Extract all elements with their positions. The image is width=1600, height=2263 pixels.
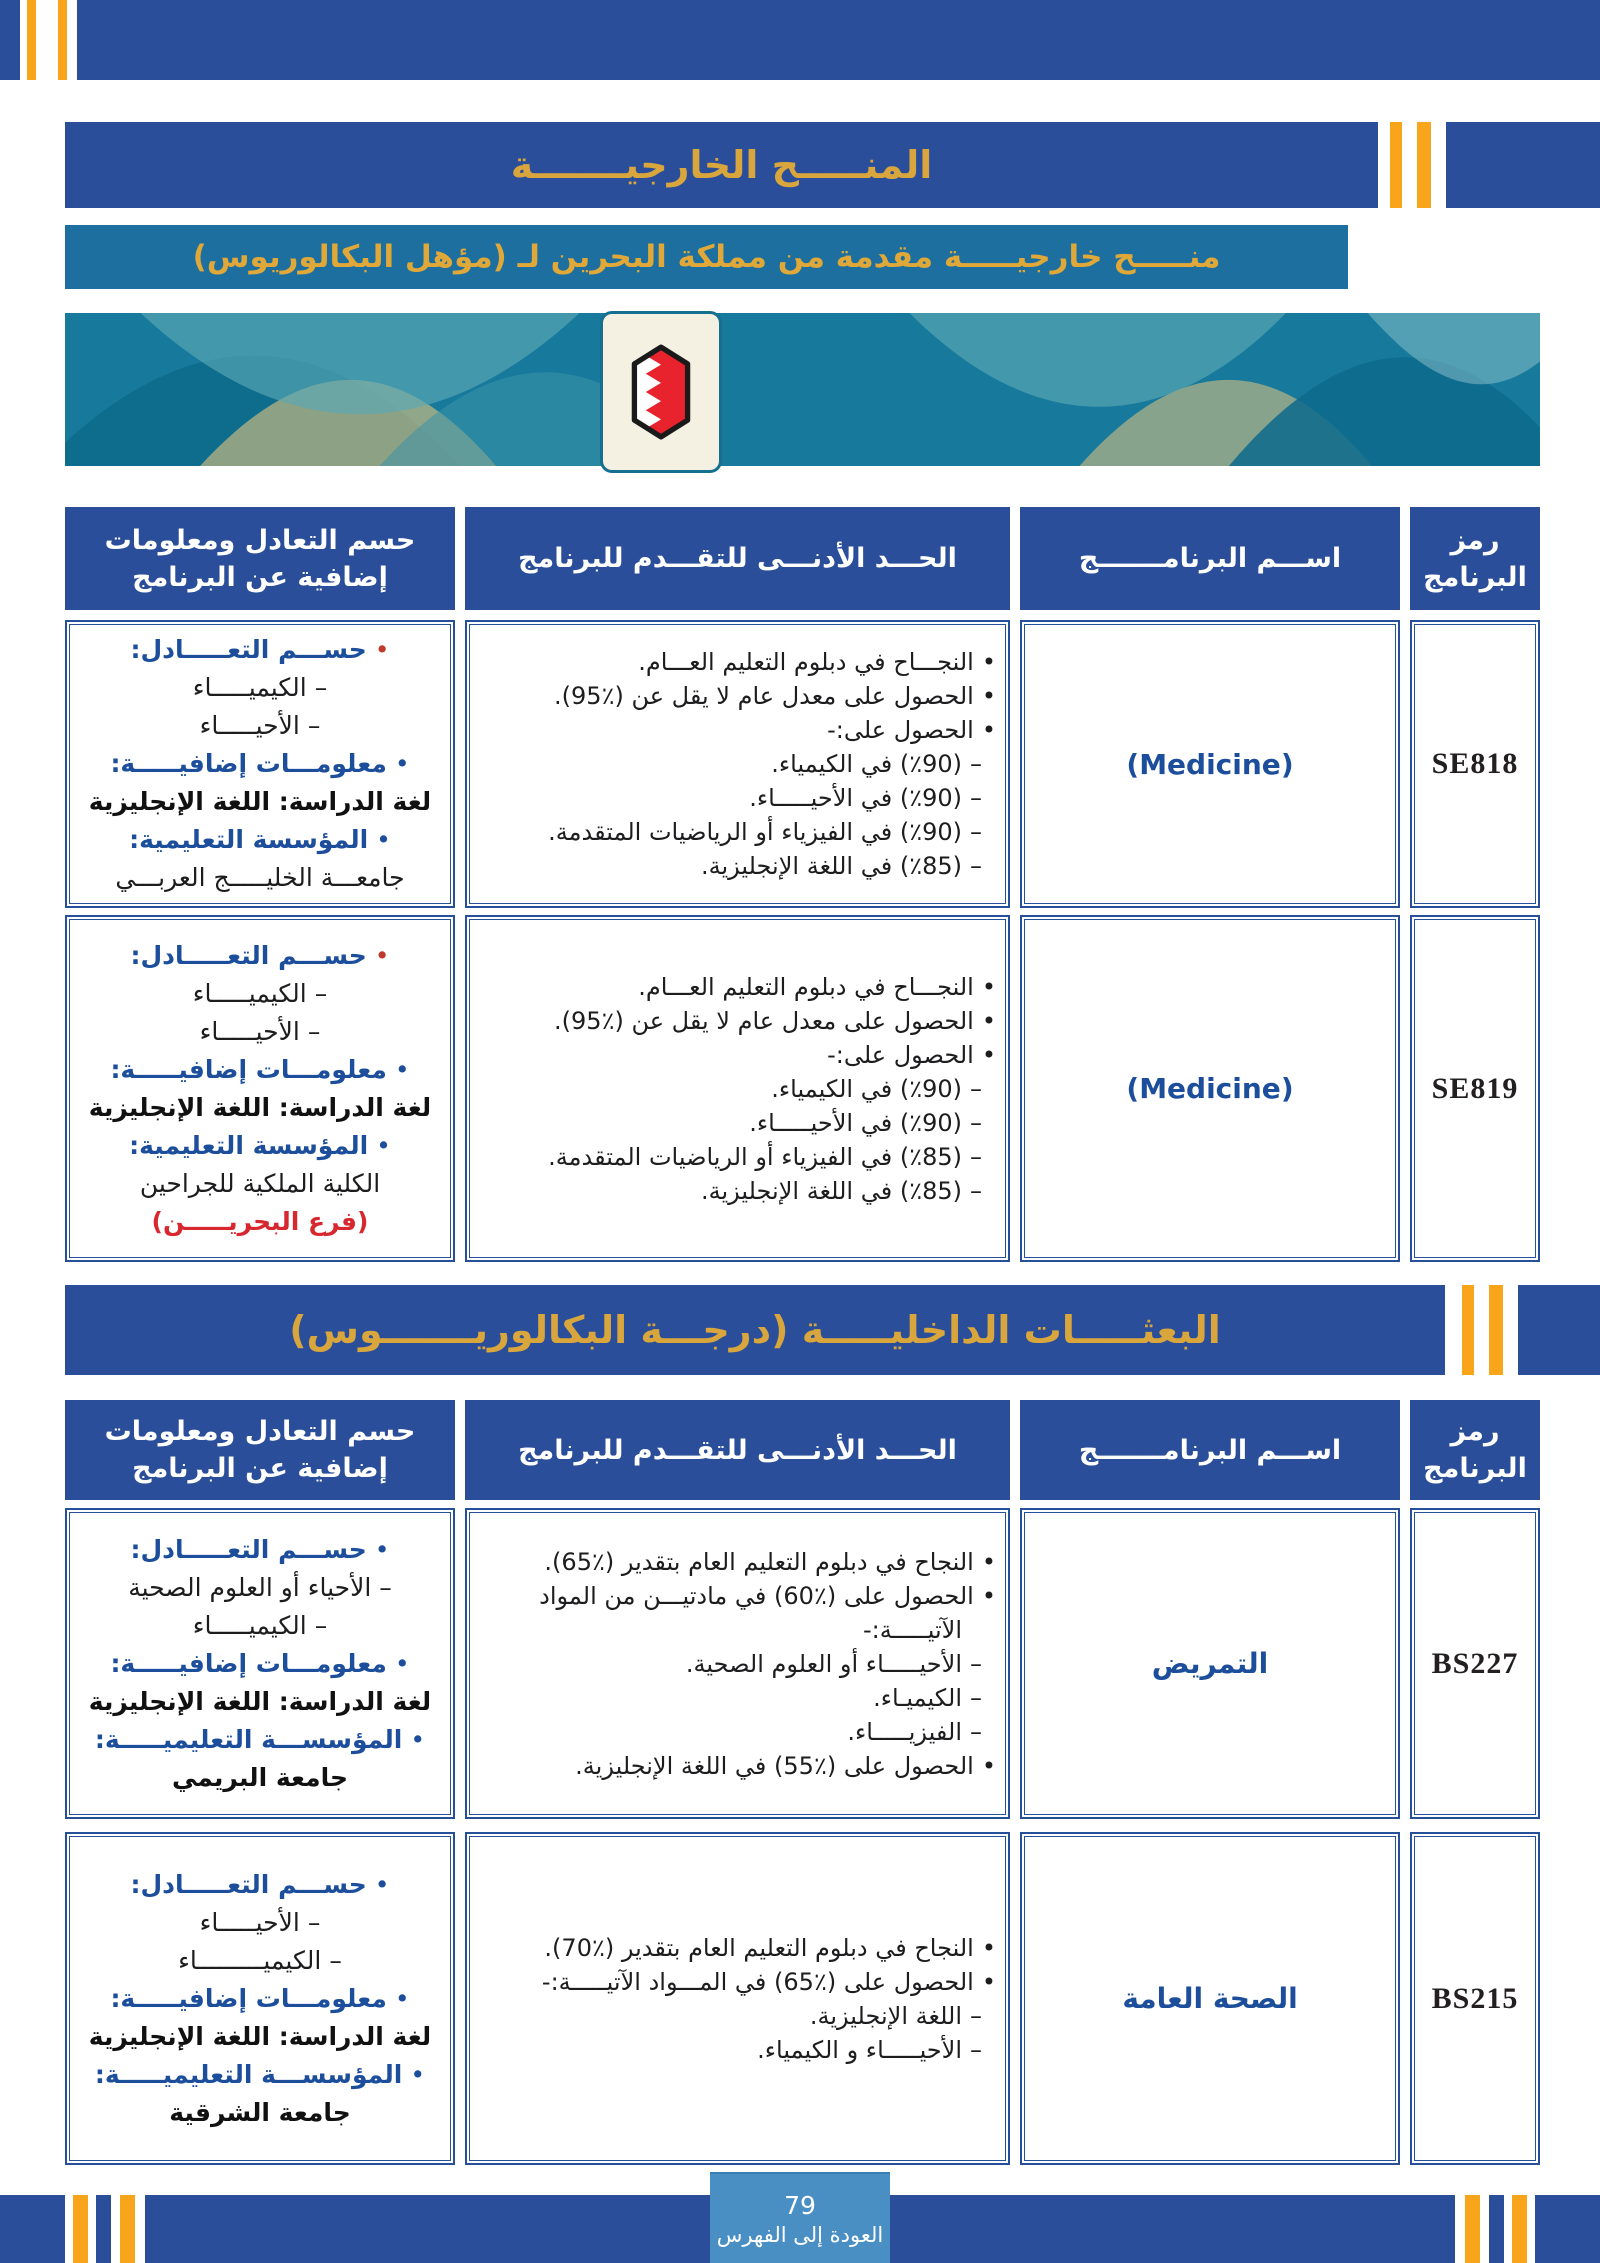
list-marker: • — [981, 1006, 996, 1035]
requirement-line: •الحصول على:- — [827, 1040, 996, 1069]
requirement-line: –اللغة الإنجليزية. — [809, 2001, 982, 2030]
info-line: •معلومـــات إضافيـــــة: — [110, 1983, 410, 2013]
program-name-cell: (Medicine) — [1020, 915, 1400, 1262]
list-marker: • — [374, 1534, 390, 1564]
program-name-cell: الصحة العامة — [1020, 1832, 1400, 2165]
accent-stripe — [58, 0, 67, 80]
list-marker: – — [970, 1683, 982, 1712]
section-bar-external-grants — [65, 122, 1378, 208]
top-band-left-block — [0, 0, 20, 80]
info-line: •المؤسسة التعليمية: — [129, 1130, 391, 1160]
requirement-line: –(٪90) في الفيزياء أو الرياضيات المتقدمة. — [548, 818, 982, 846]
requirement-line: •الحصول على (٪60) في مادتيـــن من المواد الآتيـــــة:- — [539, 1581, 996, 1644]
info-line: جامعة الشرقية — [169, 2097, 351, 2127]
accent-stripe — [1465, 2195, 1480, 2263]
program-name-cell: (Medicine) — [1020, 620, 1400, 908]
header-label: رمز البرنامج — [1423, 524, 1527, 593]
section-bar-end-block — [1446, 122, 1600, 208]
list-marker: • — [981, 1581, 996, 1610]
info-line: •حســـم التعـــــادل: — [130, 635, 390, 664]
info-line: لغة الدراسة: اللغة الإنجليزية — [88, 1686, 432, 1716]
requirement-line: –(٪85) في الفيزياء أو الرياضيات المتقدمة. — [548, 1142, 982, 1171]
requirement-line: –(٪90) في الأحيـــــاء. — [749, 1108, 982, 1137]
minimum-requirements-cell — [465, 1508, 1010, 1819]
list-marker: – — [970, 1074, 982, 1103]
header-label: رمز البرنامج — [1423, 1416, 1527, 1484]
subtitle-text: منـــــح خارجيـــــة مقدمة من مملكة البحرين لـ (مؤهل البكالوريوس) — [192, 239, 1221, 275]
info-line: جامعـــة الخليـــــج العربـــي — [115, 863, 405, 892]
list-marker: – — [307, 711, 321, 740]
list-marker: – — [329, 1945, 342, 1975]
list-marker: • — [374, 1869, 390, 1899]
accent-stripe — [120, 2195, 135, 2263]
accent-stripe — [27, 0, 36, 80]
info-line: –الأحيـــــاء — [199, 1907, 321, 1937]
subtitle-bar — [65, 225, 1348, 289]
header-label: اســـم البرنامـــــــج — [1078, 543, 1342, 574]
list-marker: • — [981, 972, 996, 1001]
decorative-banner — [65, 313, 1540, 466]
requirement-line: •النجاح في دبلوم التعليم العام بتقدير (٪65). — [544, 1547, 996, 1576]
list-marker: – — [314, 1610, 328, 1640]
list-marker: • — [981, 648, 996, 676]
list-marker: • — [410, 1724, 426, 1754]
info-line: جامعة البريمي — [171, 1762, 348, 1792]
header-minimum-requirements — [465, 507, 1010, 610]
back-to-index-label[interactable]: العودة إلى الفهرس — [716, 2222, 884, 2247]
list-marker: – — [970, 818, 982, 846]
list-marker: • — [374, 940, 390, 970]
tiebreak-info-cell — [65, 1508, 455, 1819]
list-marker: • — [981, 1933, 996, 1962]
requirement-line: •الحصول على (٪65) في المـــواد الآتيـــــة:- — [541, 1967, 996, 1996]
info-line: –الكيميـــــاء — [192, 978, 328, 1008]
list-marker: • — [981, 1040, 996, 1069]
list-marker: – — [970, 1176, 982, 1205]
accent-stripe — [1390, 122, 1402, 208]
requirement-line: –الأحيـــــاء أو العلوم الصحية. — [685, 1649, 982, 1678]
header-label: اســـم البرنامـــــــج — [1078, 1434, 1342, 1466]
list-marker: • — [376, 825, 391, 854]
header-label: الحـــد الأدنـــى للتقـــدم للبرنامج — [518, 543, 957, 574]
list-marker: • — [410, 2059, 426, 2089]
requirement-line: •الحصول على معدل عام لا يقل عن (٪95). — [554, 1006, 996, 1035]
accent-stripe — [1512, 2195, 1527, 2263]
info-line: •حســـم التعـــــادل: — [130, 1534, 390, 1564]
info-line: الكلية الملكية للجراحين — [139, 1168, 381, 1198]
list-marker: • — [376, 1130, 391, 1160]
footer-band-left-block — [0, 2195, 65, 2263]
tiebreak-info-cell — [65, 620, 455, 908]
accent-stripe — [1417, 122, 1431, 208]
header-program-code — [1410, 507, 1540, 610]
requirement-line: –(٪85) في اللغة الإنجليزية. — [700, 852, 982, 880]
program-code-cell: BS227 — [1410, 1508, 1540, 1819]
list-marker: • — [981, 682, 996, 710]
info-line: –الكيميـــــــــاء — [178, 1945, 342, 1975]
accent-stripe — [73, 2195, 88, 2263]
list-marker: • — [374, 635, 390, 664]
info-line: لغة الدراسة: اللغة الإنجليزية — [88, 2021, 432, 2051]
info-line: •معلومـــات إضافيـــــة: — [110, 1054, 410, 1084]
program-code-cell: BS215 — [1410, 1832, 1540, 2165]
info-line: •حســـم التعـــــادل: — [130, 1869, 390, 1899]
list-marker: – — [970, 1649, 982, 1678]
bahrain-flag-icon — [623, 340, 699, 444]
requirement-line: –(٪90) في الأحيـــــاء. — [749, 784, 982, 812]
header-label: حسم التعادل ومعلومات إضافية عن البرنامج — [104, 1416, 416, 1484]
minimum-requirements-cell — [465, 620, 1010, 908]
info-line: •معلومـــات إضافيـــــة: — [110, 749, 410, 778]
info-line: •حســـم التعـــــادل: — [130, 940, 390, 970]
header-tiebreak-info — [65, 507, 455, 610]
list-marker: • — [981, 1967, 996, 1996]
info-line: –الأحيـــــاء — [199, 711, 321, 740]
requirement-line: •الحصول على (٪55) في اللغة الإنجليزية. — [575, 1751, 996, 1780]
accent-stripe-blue — [1489, 2195, 1504, 2263]
header-label: الحـــد الأدنـــى للتقـــدم للبرنامج — [518, 1434, 957, 1466]
requirement-line: –الأحيـــــاء و الكيمياء. — [757, 2035, 982, 2064]
header-program-name — [1020, 507, 1400, 610]
section-bar-internal-scholarships — [65, 1285, 1445, 1375]
info-line: –الأحياء أو العلوم الصحية — [128, 1572, 392, 1602]
info-line: –الأحيـــــاء — [199, 1016, 321, 1046]
list-marker: – — [970, 2001, 982, 2030]
accent-stripe — [1462, 1285, 1474, 1375]
flag-card — [600, 311, 722, 473]
header-minimum-requirements — [465, 1400, 1010, 1500]
list-marker: – — [970, 1717, 982, 1746]
top-band — [77, 0, 1600, 80]
requirement-line: •الحصول على:- — [827, 716, 996, 744]
list-marker: – — [314, 978, 328, 1008]
info-line: •المؤسســـة التعليميـــــة: — [94, 2059, 426, 2089]
program-code-cell: SE819 — [1410, 915, 1540, 1262]
back-to-index-tab[interactable] — [710, 2172, 890, 2263]
header-label: حسم التعادل ومعلومات إضافية عن البرنامج — [104, 524, 416, 593]
requirement-line: –(٪90) في الكيمياء. — [771, 750, 982, 778]
list-marker: – — [970, 750, 982, 778]
section-title: المنـــــح الخارجيـــــــة — [510, 143, 933, 187]
list-marker: • — [981, 1751, 996, 1780]
list-marker: – — [379, 1572, 392, 1602]
list-marker: – — [970, 784, 982, 812]
list-marker: • — [981, 1547, 996, 1576]
requirement-line: •الحصول على معدل عام لا يقل عن (٪95). — [554, 682, 996, 710]
list-marker: – — [970, 852, 982, 880]
info-line: –الكيميـــــاء — [192, 1610, 328, 1640]
page-number: 79 — [784, 2190, 816, 2220]
list-marker: • — [394, 1648, 410, 1678]
tiebreak-info-cell — [65, 915, 455, 1262]
header-program-code — [1410, 1400, 1540, 1500]
section-title: البعثـــــات الداخليـــــة (درجـــة البكالوريـــــــوس) — [289, 1308, 1221, 1352]
list-marker: • — [981, 716, 996, 744]
list-marker: – — [970, 1108, 982, 1137]
list-marker: – — [970, 1142, 982, 1171]
program-code-cell: SE818 — [1410, 620, 1540, 908]
list-marker: – — [314, 673, 328, 702]
list-marker: – — [307, 1016, 321, 1046]
list-marker: – — [307, 1907, 321, 1937]
footer-band-right-block — [1535, 2195, 1600, 2263]
list-marker: • — [394, 749, 410, 778]
requirement-line: –الفيزيـــــاء. — [847, 1717, 982, 1746]
minimum-requirements-cell — [465, 1832, 1010, 2165]
tiebreak-info-cell — [65, 1832, 455, 2165]
header-tiebreak-info — [65, 1400, 455, 1500]
info-line: لغة الدراسة: اللغة الإنجليزية — [88, 1092, 432, 1122]
info-line: (فرع البحريـــــن) — [151, 1206, 369, 1236]
minimum-requirements-cell — [465, 915, 1010, 1262]
info-line: •المؤسســـة التعليميـــــة: — [94, 1724, 426, 1754]
requirement-line: –الكيميـاء. — [873, 1683, 982, 1712]
requirement-line: •النجاح في دبلوم التعليم العام بتقدير (٪70). — [544, 1933, 996, 1962]
accent-stripe-blue — [96, 2195, 111, 2263]
requirement-line: –(٪85) في اللغة الإنجليزية. — [700, 1176, 982, 1205]
requirement-line: •النجـــاح في دبلوم التعليم العـــام. — [638, 972, 996, 1001]
requirement-line: –(٪90) في الكيمياء. — [771, 1074, 982, 1103]
header-program-name — [1020, 1400, 1400, 1500]
requirement-line: •النجـــاح في دبلوم التعليم العـــام. — [638, 648, 996, 676]
list-marker: – — [970, 2035, 982, 2064]
info-line: –الكيميـــــاء — [192, 673, 328, 702]
accent-stripe — [1489, 1285, 1503, 1375]
info-line: لغة الدراسة: اللغة الإنجليزية — [88, 787, 432, 816]
info-line: •معلومـــات إضافيـــــة: — [110, 1648, 410, 1678]
info-line: •المؤسسة التعليمية: — [129, 825, 391, 854]
program-name-cell: التمريض — [1020, 1508, 1400, 1819]
list-marker: • — [394, 1054, 410, 1084]
section-bar-end-block — [1518, 1285, 1600, 1375]
banner-graphic — [65, 313, 1540, 466]
list-marker: • — [394, 1983, 410, 2013]
